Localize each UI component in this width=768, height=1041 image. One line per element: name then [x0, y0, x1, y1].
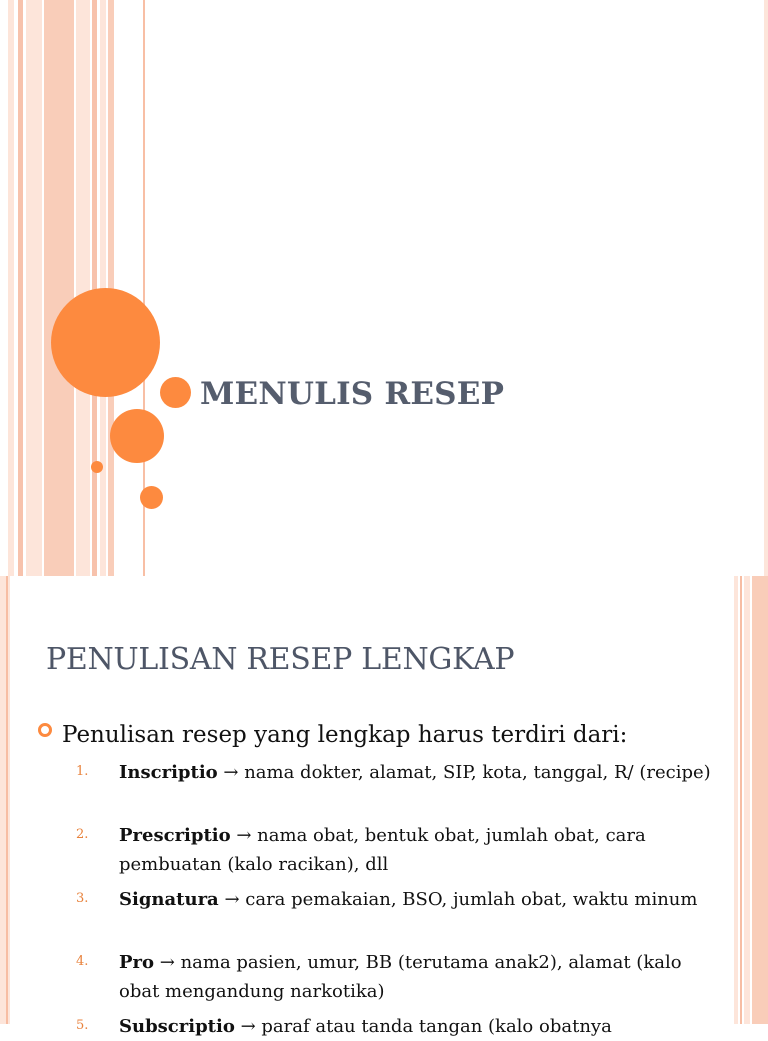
item-term: Pro [119, 952, 155, 973]
item-term: Subscriptio [119, 1016, 235, 1037]
slide-heading: PENULISAN RESEP LENGKAP [46, 642, 515, 677]
item-term: Signatura [119, 889, 219, 910]
arrow-icon: → [234, 1016, 262, 1037]
decor-circle [160, 377, 191, 408]
list-number: 3. [76, 891, 89, 906]
decor-stripe [8, 0, 14, 576]
arrow-icon: → [217, 762, 245, 783]
item-term: Inscriptio [119, 762, 218, 783]
arrow-icon: → [218, 889, 246, 910]
bullet-text: Penulisan resep yang lengkap harus terdiri dari: [62, 722, 628, 748]
decor-stripe [740, 576, 742, 1024]
list-number: 1. [76, 764, 89, 779]
decor-stripe [752, 576, 768, 1024]
list-item-body [119, 1012, 719, 1041]
list-item-body [119, 948, 719, 1006]
list-number: 2. [76, 827, 89, 842]
decor-stripe [44, 0, 74, 576]
ring-bullet-icon [38, 723, 52, 737]
list-item-body [119, 885, 719, 914]
decor-stripe [0, 576, 10, 1024]
list-number: 5. [76, 1018, 89, 1033]
decor-stripe [76, 0, 90, 576]
arrow-icon: → [230, 825, 258, 846]
bullet-point [38, 722, 627, 748]
list-item-body [119, 758, 719, 787]
item-text: cara pemakaian, BSO, jumlah obat, waktu minum [245, 889, 698, 910]
item-text: nama pasien, umur, BB (terutama anak2), alamat (kalo obat mengandung narkotika) [119, 952, 682, 1002]
decor-circle-small [91, 461, 103, 473]
list-number: 4. [76, 954, 89, 969]
slide-title: MENULIS RESEP [200, 376, 505, 412]
decor-circle-large [51, 288, 160, 397]
decor-line [6, 576, 8, 1024]
item-text: nama obat, bentuk obat, jumlah obat, cara pembuatan (kalo racikan), dll [119, 825, 646, 875]
content-slide [0, 576, 768, 1037]
decor-stripe [26, 0, 42, 576]
arrow-icon: → [154, 952, 181, 973]
decor-stripe [744, 576, 750, 1024]
decor-circle [110, 409, 164, 463]
decor-line [764, 0, 768, 576]
decor-stripe [18, 0, 23, 576]
item-text: paraf atau tanda tangan (kalo obatnya [261, 1016, 612, 1037]
decor-circle [140, 486, 163, 509]
list-item-body [119, 821, 719, 879]
decor-stripe [734, 576, 738, 1024]
item-term: Prescriptio [119, 825, 231, 846]
item-text: nama dokter, alamat, SIP, kota, tanggal, R/ (recipe) [244, 762, 711, 783]
